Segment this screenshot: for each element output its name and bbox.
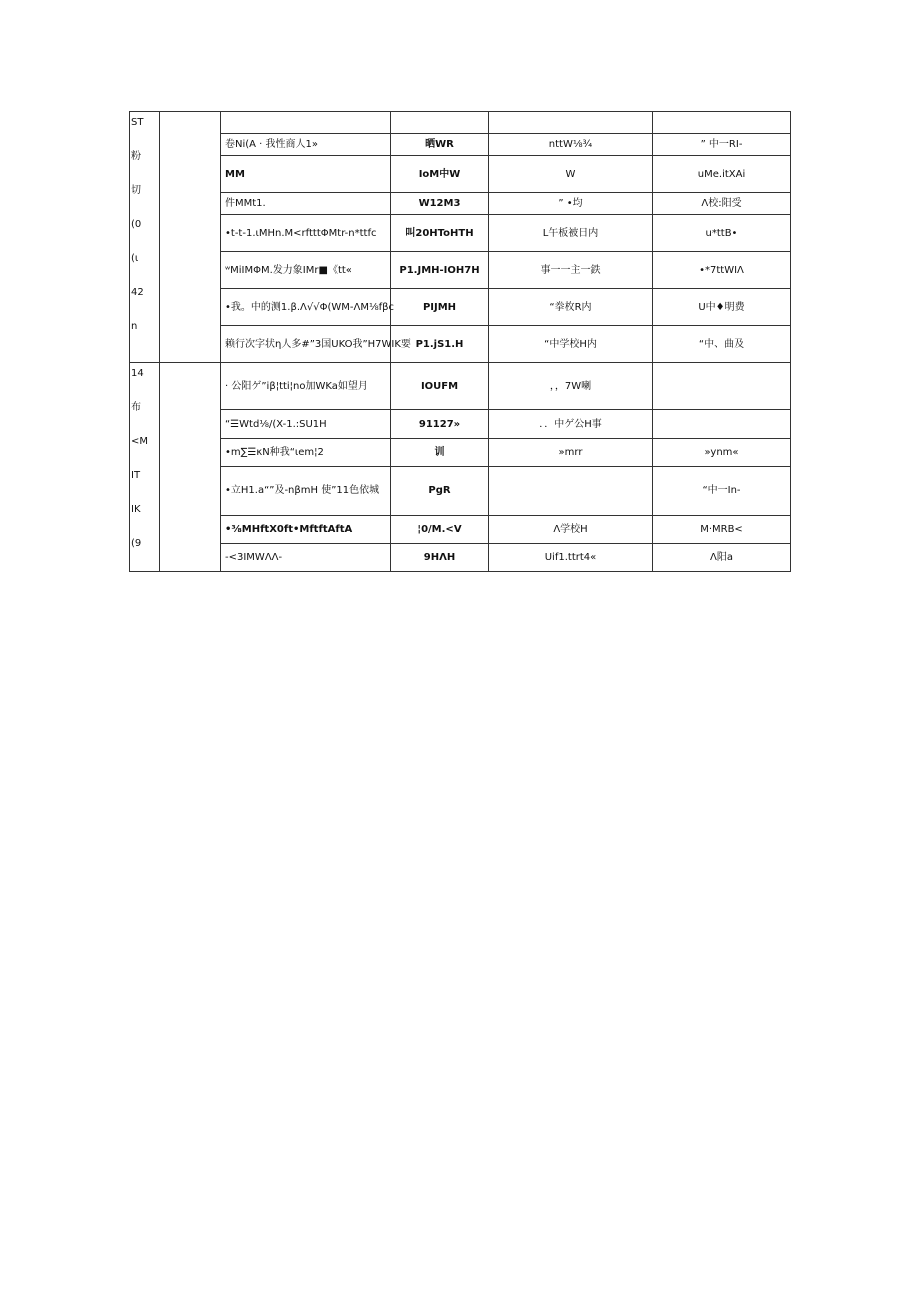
side-label-cell	[130, 363, 160, 572]
table-cell: · 公阳ゲ”iβ¦tti¦no加WKa如望月	[221, 363, 391, 410]
table-cell: P1.JMH-IOH7H	[391, 252, 489, 289]
table-row	[130, 410, 791, 438]
table-cell	[653, 363, 791, 410]
table-cell: “☰Wtd⅛/(X-1.:SU1H	[221, 410, 391, 438]
table-cell: M·MRB<	[653, 515, 791, 543]
schedule-table	[129, 111, 791, 572]
table-cell: u*ttB•	[653, 215, 791, 252]
table-cell: 叫20HToHTH	[391, 215, 489, 252]
table-cell: IoM中W	[391, 156, 489, 193]
table-cell: ʷMiIMΦM.发力象IMr■《tt«	[221, 252, 391, 289]
table-cell: Λ学校H	[489, 515, 653, 543]
table-cell: “中学校H内	[489, 326, 653, 363]
side-label: IK	[131, 504, 141, 515]
table-cell: •m∑☰κN种我“ιem¦2	[221, 438, 391, 466]
side-label: ST	[131, 117, 144, 128]
table-cell: ，，7W喇	[489, 363, 653, 410]
side-label: 14	[131, 368, 144, 379]
side-label: (ι	[131, 253, 139, 264]
table-cell	[489, 112, 653, 134]
table-row	[130, 363, 791, 410]
table-cell: »mrr	[489, 438, 653, 466]
table-cell: 91127»	[391, 410, 489, 438]
table-cell: 事一一主一鉄	[489, 252, 653, 289]
side-label: IT	[131, 470, 141, 481]
table-cell: “拳枚R内	[489, 289, 653, 326]
table-cell: 卷Ni(A · 我性商人1»	[221, 134, 391, 156]
table-cell: ．．中ゲ公H事	[489, 410, 653, 438]
table-cell	[489, 466, 653, 515]
table-row	[130, 326, 791, 363]
table-cell	[653, 410, 791, 438]
table-cell: ” 中一RI-	[653, 134, 791, 156]
table-row	[130, 252, 791, 289]
table-cell: “中、曲及	[653, 326, 791, 363]
table-row	[130, 515, 791, 543]
table-row	[130, 156, 791, 193]
table-cell: Λ校:阳受	[653, 193, 791, 215]
table-cell: Λ阳a	[653, 543, 791, 571]
table-cell	[653, 112, 791, 134]
table-row	[130, 193, 791, 215]
table-cell: -<3IMWΛΛ-	[221, 543, 391, 571]
table-row	[130, 215, 791, 252]
table-cell	[391, 112, 489, 134]
side-label: <M	[131, 436, 149, 447]
table-cell: 训	[391, 438, 489, 466]
table-row	[130, 112, 791, 134]
table-cell: 件MMt1.	[221, 193, 391, 215]
table-cell: “中一In-	[653, 466, 791, 515]
table-cell: •我。中的测1.β.Λ√√Φ(WM-ΛM⅛fβc	[221, 289, 391, 326]
table-row	[130, 289, 791, 326]
table-cell: MM	[221, 156, 391, 193]
side-label: 切	[131, 185, 141, 196]
table-cell: PgR	[391, 466, 489, 515]
side-label: (0	[131, 219, 142, 230]
table-cell: ” •均	[489, 193, 653, 215]
table-cell: 9HΛH	[391, 543, 489, 571]
table-cell: 晒WR	[391, 134, 489, 156]
table-cell: P1.jS1.H	[391, 326, 489, 363]
table-cell: •立H1.a“”及-nβmH 使”11色依城	[221, 466, 391, 515]
table-row	[130, 438, 791, 466]
side-label: (9	[131, 538, 142, 549]
table-row	[130, 466, 791, 515]
table-cell: W12M3	[391, 193, 489, 215]
table-cell: IOUFM	[391, 363, 489, 410]
table-cell	[221, 112, 391, 134]
table-cell: U中♦明费	[653, 289, 791, 326]
table-cell: •t-t-1.ιMHn.M<rftttΦMtr-n*ttfc	[221, 215, 391, 252]
side-label: n	[131, 321, 138, 332]
table-cell: 赖行次字状η人多#”3国UKO我”H7WIK要	[221, 326, 391, 363]
table-cell: Uif1.ttrt4«	[489, 543, 653, 571]
table-cell: •⅜MHftX0ft•MftftAftA	[221, 515, 391, 543]
table-cell: L午板被日内	[489, 215, 653, 252]
table-cell: »ynm«	[653, 438, 791, 466]
table-cell: uMe.itXAi	[653, 156, 791, 193]
group-cell	[160, 363, 221, 572]
table-cell: PIJMH	[391, 289, 489, 326]
table-cell: ¦0/M.<V	[391, 515, 489, 543]
side-label-cell	[130, 112, 160, 363]
table-row	[130, 134, 791, 156]
side-label: 布	[131, 402, 141, 413]
side-label: 粉	[131, 151, 141, 162]
table-row	[130, 543, 791, 571]
group-cell	[160, 112, 221, 363]
table-cell: •*7ttWIΛ	[653, 252, 791, 289]
table-cell: nttW⅛¾	[489, 134, 653, 156]
table-cell: W	[489, 156, 653, 193]
side-label: 42	[131, 287, 144, 298]
